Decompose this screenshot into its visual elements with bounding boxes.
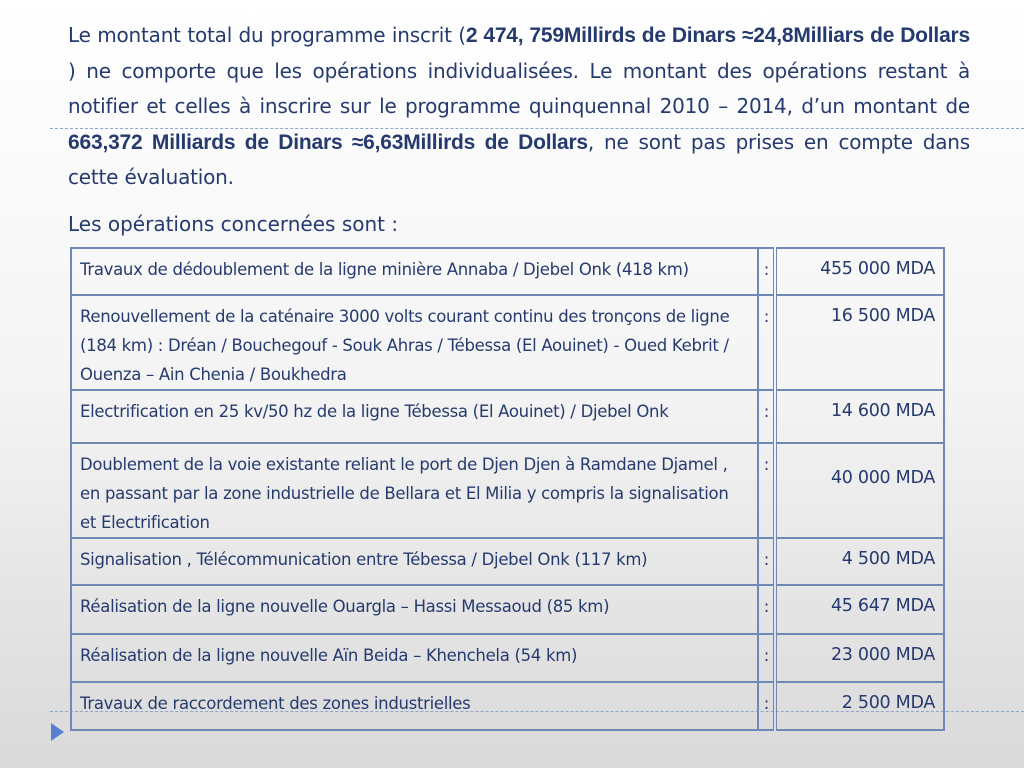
- operations-table: [70, 247, 945, 731]
- table-row: [71, 443, 944, 538]
- table-row: [71, 682, 944, 730]
- separator: :: [758, 682, 775, 730]
- table-row: [71, 585, 944, 634]
- operation-label: Signalisation , Télécommunication entre Tébessa / Djebel Onk (117 km): [71, 538, 758, 585]
- operation-label: Réalisation de la ligne nouvelle Aïn Beida – Khenchela (54 km): [71, 634, 758, 682]
- table-row: [71, 295, 944, 390]
- table-row: [71, 390, 944, 443]
- operation-label: Doublement de la voie existante reliant le port de Djen Djen à Ramdane Djamel , en passant par la zone industrielle de Bellara et El Milia y compris la signalisation et Electrification: [71, 443, 758, 538]
- operation-amount: 14 600 MDA: [775, 390, 944, 443]
- table-row: [71, 248, 944, 295]
- operation-label: Réalisation de la ligne nouvelle Ouargla – Hassi Messaoud (85 km): [71, 585, 758, 634]
- intro-amount-remaining: 663,372 Milliards de Dinars ≈6,63Millirds de Dollars: [68, 130, 588, 154]
- operation-amount: 23 000 MDA: [775, 634, 944, 682]
- operation-label: Travaux de dédoublement de la ligne minière Annaba / Djebel Onk (418 km): [71, 248, 758, 295]
- operation-label: Travaux de raccordement des zones industrielles: [71, 682, 758, 730]
- operation-amount: 4 500 MDA: [775, 538, 944, 585]
- intro-text: Le montant total du programme inscrit (: [68, 23, 466, 47]
- intro-text: ) ne comporte que les opérations individualisées. Le montant des opérations restant à notifier et celles à inscrire sur le programme quinquennal 2010 – 2014, d’un montant de: [68, 58, 970, 118]
- operation-amount: 16 500 MDA: [775, 295, 944, 390]
- separator: :: [758, 634, 775, 682]
- operation-amount: 45 647 MDA: [775, 585, 944, 634]
- play-arrow-icon: [51, 723, 64, 741]
- operation-amount: 40 000 MDA: [775, 443, 944, 538]
- separator: :: [758, 585, 775, 634]
- separator: :: [758, 538, 775, 585]
- operation-label: Renouvellement de la caténaire 3000 volts courant continu des tronçons de ligne (184 km) : Dréan / Bouchegouf - Souk Ahras / Tébessa (El Aouinet) - Oued Kebrit / Ouenza – Ain Chenia / Boukhedra: [71, 295, 758, 390]
- table-row: [71, 538, 944, 585]
- separator: :: [758, 390, 775, 443]
- separator: :: [758, 295, 775, 390]
- intro-amount-total: 2 474, 759Millirds de Dinars ≈24,8Milliars de Dollars: [465, 24, 970, 47]
- intro-text: , ne sont pas prises en compte dans cette évaluation.: [68, 129, 970, 189]
- operation-amount: 455 000 MDA: [775, 248, 944, 295]
- table-row: [71, 634, 944, 682]
- operation-label: Electrification en 25 kv/50 hz de la ligne Tébessa (El Aouinet) / Djebel Onk: [71, 390, 758, 443]
- operations-heading: Les opérations concernées sont :: [68, 212, 399, 236]
- operation-amount: 2 500 MDA: [775, 682, 944, 730]
- intro-paragraph: [68, 18, 970, 196]
- separator: :: [758, 248, 775, 295]
- separator: :: [758, 443, 775, 538]
